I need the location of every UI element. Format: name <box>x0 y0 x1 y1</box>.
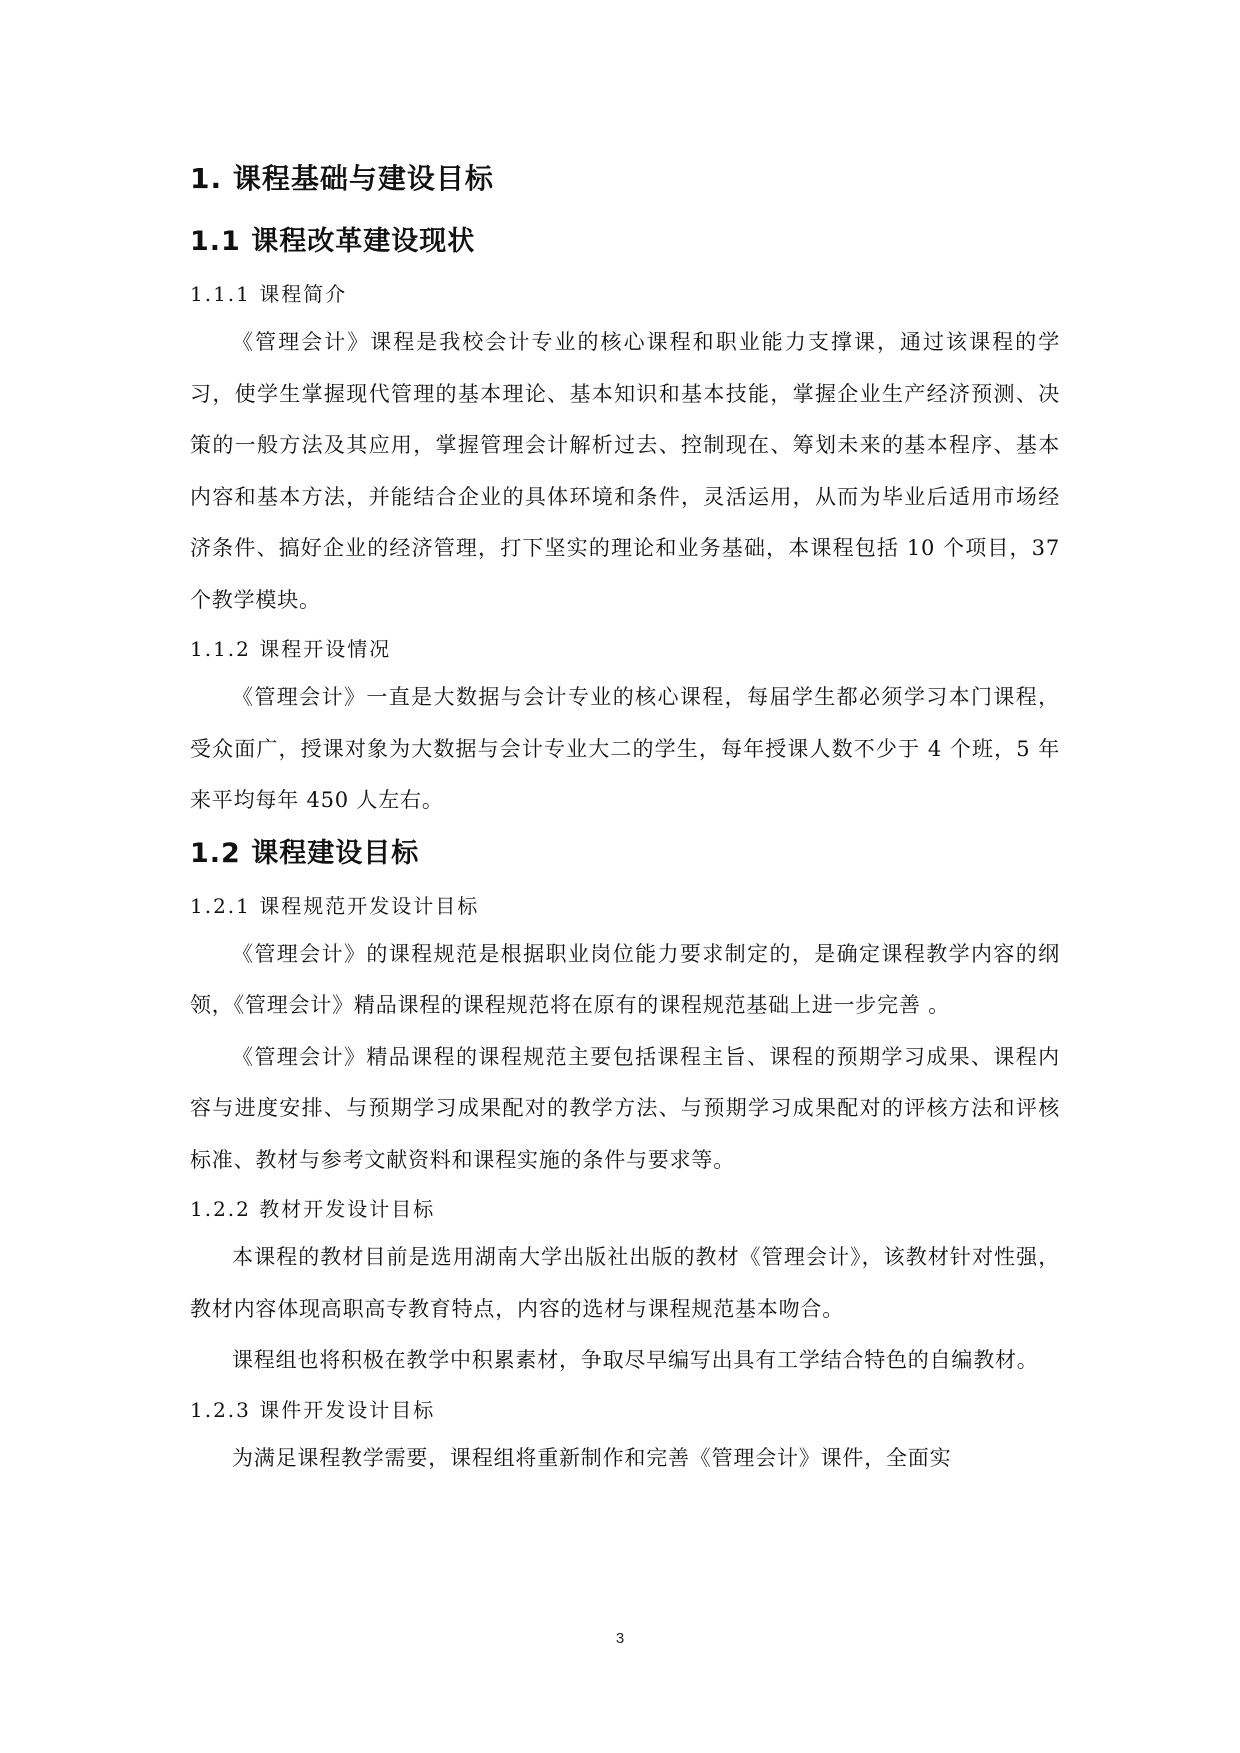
paragraph-standard-1: 《管理会计》的课程规范是根据职业岗位能力要求制定的，是确定课程教学内容的纲领，《管理会计》精品课程的课程规范将在原有的课程规范基础上进一步完善 。 <box>190 941 1060 1017</box>
document-page <box>190 155 1060 1484</box>
paragraph-course-intro: 《管理会计》课程是我校会计专业的核心课程和职业能力支撑课，通过该课程的学习，使学生掌握现代管理的基本理论、基本知识和基本技能，掌握企业生产经济预测、决策的一般方法及其应用，掌握管理会计解析过去、控制现在、筹划未来的基本程序、基本内容和基本方法，并能结合企业的具体环境和条件，灵活运用，从而为毕业后适用市场经济条件、搞好企业的经济管理，打下坚实的理论和业务基础，本课程包括 10 个项目，37 个教学模块。 <box>190 330 1060 612</box>
paragraph-textbook-2: 课程组也将积极在教学中积累素材，争取尽早编写出具有工学结合特色的自编教材。 <box>232 1348 1039 1372</box>
subsection-1-1-2-title: 1.1.2 课程开设情况 <box>190 637 392 661</box>
paragraph-courseware: 为满足课程教学需要，课程组将重新制作和完善《管理会计》课件，全面实 <box>232 1445 952 1470</box>
heading-1: 1. 课程基础与建设目标 <box>190 162 494 195</box>
subsection-1-1-1-title: 1.1.1 课程简介 <box>190 282 348 306</box>
paragraph-textbook-1: 本课程的教材目前是选用湖南大学出版社出版的教材《管理会计》，该教材针对性强，教材内容体现高职高专教育特点，内容的选材与课程规范基本吻合。 <box>190 1245 1060 1321</box>
paragraph-course-offering: 《管理会计》一直是大数据与会计专业的核心课程，每届学生都必须学习本门课程，受众面广，授课对象为大数据与会计专业大二的学生，每年授课人数不少于 4 个班，5 年来平均每年 450 人左右。 <box>190 685 1060 812</box>
subsection-1-2-3-title: 1.2.3 课件开发设计目标 <box>190 1397 436 1422</box>
subsection-1-2-2-title: 1.2.2 教材开发设计目标 <box>190 1197 436 1221</box>
page-number: 3 <box>615 1630 625 1647</box>
section-1-2-title: 1.2 课程建设目标 <box>190 837 420 869</box>
subsection-1-2-1-title: 1.2.1 课程规范开发设计目标 <box>190 893 480 918</box>
paragraph-standard-2: 《管理会计》精品课程的课程规范主要包括课程主旨、课程的预期学习成果、课程内容与进度安排、与预期学习成果配对的教学方法、与预期学习成果配对的评核方法和评核标准、教材与参考文献资料和课程实施的条件与要求等。 <box>190 1044 1060 1172</box>
section-1-1-title: 1.1 课程改革建设现状 <box>190 226 476 257</box>
